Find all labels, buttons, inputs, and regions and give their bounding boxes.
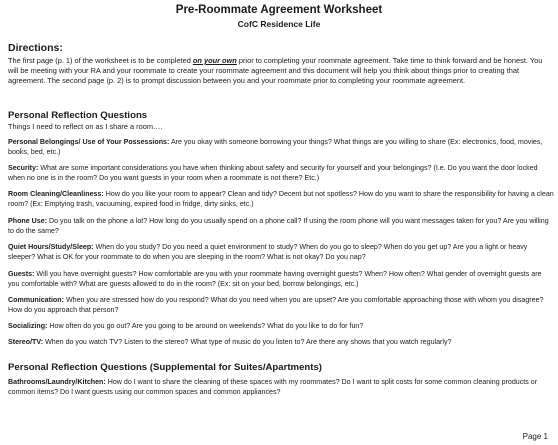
reflection-intro: Things I need to reflect on as I share a room…. <box>8 122 163 131</box>
question-text: When do you study? Do you need a quiet environment to study? When do you go to sleep? When do you get up? Are you a light or heavy sleeper? What is OK for your roommate to do when you are sleeping in the room? What is not okay? Do you nap? <box>8 243 528 262</box>
question-label: Phone Use: <box>8 217 48 225</box>
question-text: How often do you go out? Are you going to be around on weekends? What do you like to do for fun? <box>47 322 364 330</box>
reflection-heading: Personal Reflection Questions <box>8 110 148 121</box>
directions-heading: Directions: <box>8 42 63 54</box>
question-label: Communication: <box>8 296 64 304</box>
question-text: When do you watch TV? Listen to the stereo? What type of music do you listen to? Are there any shows that you watch regularly? <box>43 338 452 346</box>
question-text: What are some important considerations you have when thinking about safety and security for yourself and your belongings? (I.e. Do you want the door locked when no one is in the room? Do you want guests in your room when a roommate is not there? Etc.) <box>8 164 538 183</box>
question-text: Will you have overnight guests? How comfortable are you with your roommate having overnight guests? When? How often? What gender of overnight guests are you comfortable with? What are guests allowed to do in the room? (Ex: sit on your bed, borrow belongings, etc.) <box>8 270 542 289</box>
question-phone <box>8 216 554 236</box>
question-text: Do you talk on the phone a lot? How long do you usually spend on a phone call? If using the room phone will you want messages taken for you? Are you willing to do the same? <box>8 217 549 236</box>
question-cleaning <box>8 189 554 209</box>
directions-text-after: prior to completing your roommate agreement. Take time to think forward and be honest. You will be meeting with your RA and your roommate to create your roommate agreement and this document will help you think about things prior to creating that agreement. The second page (p. 2) is to prompt discussion between you and your roommate prior to completing your roommate agreement. <box>8 56 543 86</box>
question-text: When you are stressed how do you respond? What do you need when you are upset? Are you comfortable approaching those with whom you disagree? How do you approach that person? <box>8 296 544 315</box>
directions-text-before: The first page (p. 1) of the worksheet is to be completed <box>8 56 193 65</box>
question-label: Socializing: <box>8 322 48 330</box>
question-label: Quiet Hours/Study/Sleep: <box>8 243 94 251</box>
question-bathrooms <box>8 377 554 397</box>
question-socializing <box>8 321 554 331</box>
question-communication <box>8 295 554 315</box>
question-quiet-hours <box>8 242 554 262</box>
question-label: Guests: <box>8 270 35 278</box>
page-title: Pre-Roommate Agreement Worksheet <box>175 4 383 16</box>
page-number: Page 1 <box>522 432 548 441</box>
question-security <box>8 163 554 183</box>
page-subtitle: CofC Residence Life <box>237 19 321 29</box>
question-belongings <box>8 137 554 157</box>
directions-emphasis: on your own <box>192 56 237 65</box>
question-guests <box>8 269 554 289</box>
supplemental-heading: Personal Reflection Questions (Supplemental for Suites/Apartments) <box>8 362 322 373</box>
question-text: How do I want to share the cleaning of these spaces with my roommates? Do I want to split costs for some common cleaning products or common items? Do I want guests using our common spaces and common appliances? <box>8 378 538 397</box>
question-label: Bathrooms/Laundry/Kitchen: <box>8 378 106 386</box>
question-label: Room Cleaning/Cleanliness: <box>8 190 104 198</box>
question-label: Personal Belongings/ Use of Your Possessions: <box>8 138 170 146</box>
question-label: Stereo/TV: <box>8 338 44 346</box>
question-text: How do you like your room to appear? Clean and tidy? Decent but not spotless? How do you want to share the responsibility for having a clean room? (Ex: Emptying trash, vacuuming, expired food in fridge, dirty sinks, etc.) <box>8 190 554 209</box>
question-stereo-tv <box>8 337 554 347</box>
question-label: Security: <box>8 164 39 172</box>
directions-paragraph <box>8 56 554 87</box>
question-text: Are you okay with someone borrowing your things? What things are you willing to share (Ex: electronics, food, movies, books, bed, etc.) <box>8 138 543 157</box>
